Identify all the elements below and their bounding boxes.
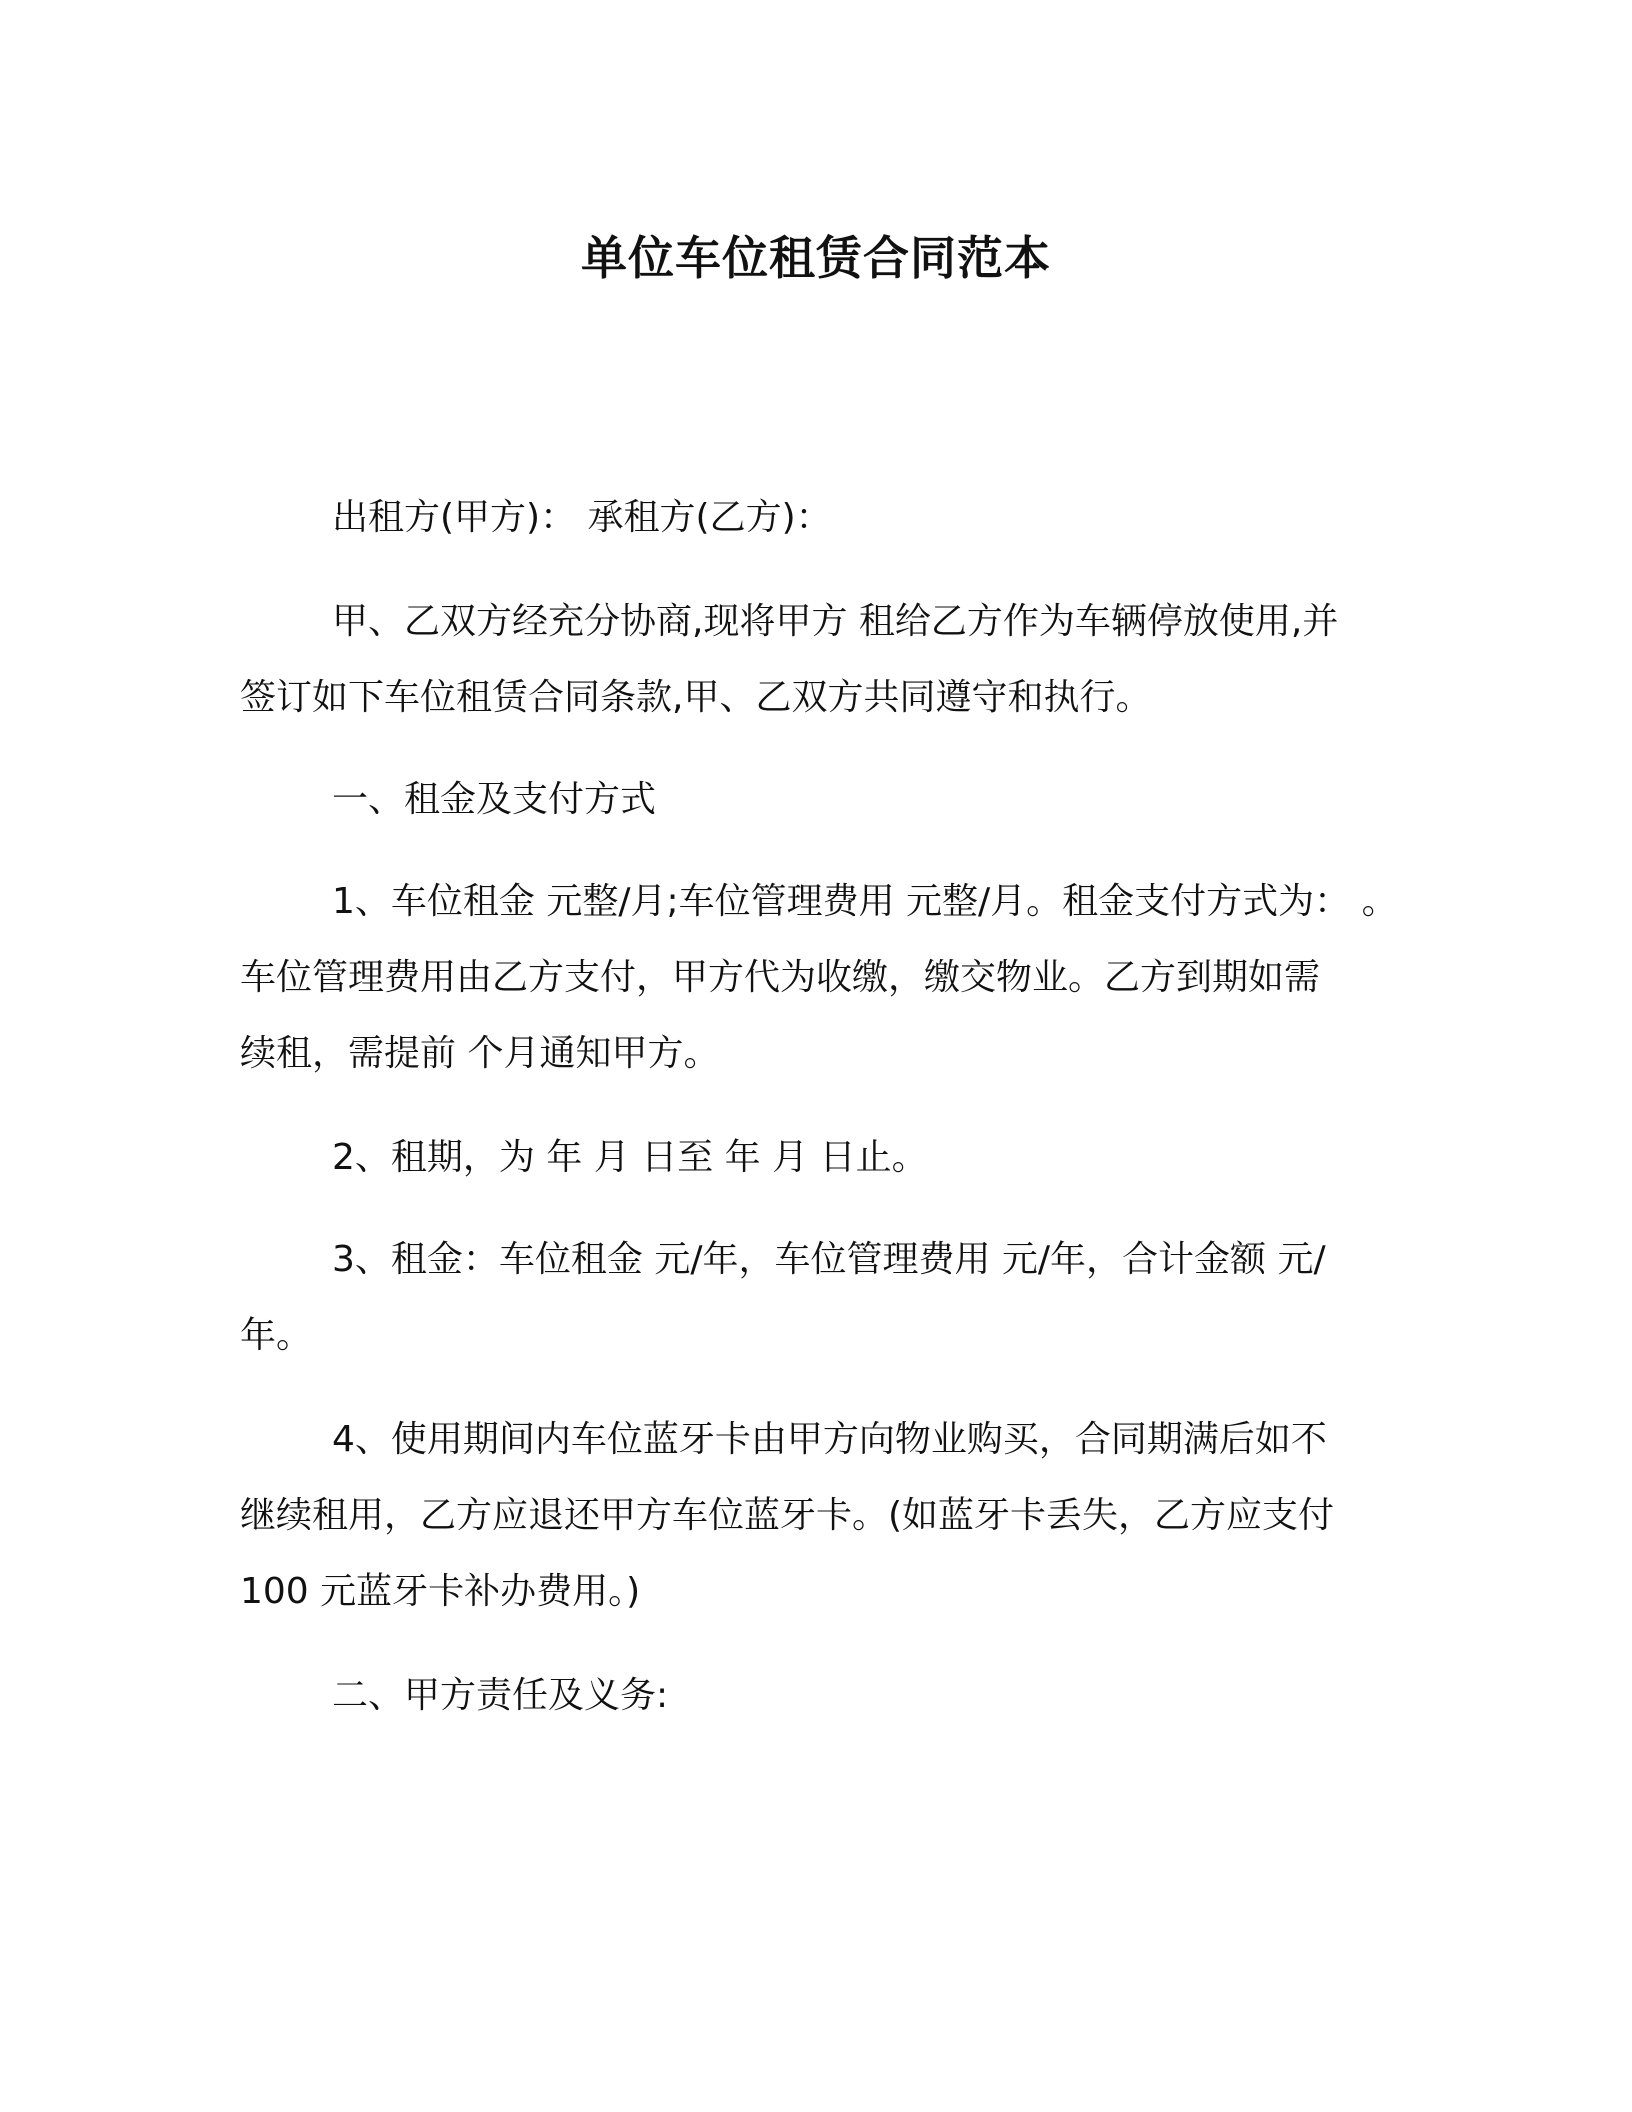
document-title: 单位车位租赁合同范本 <box>581 231 1051 285</box>
intro-line-1: 甲、乙双方经充分协商,现将甲方 租给乙方作为车辆停放使用,并 <box>332 601 1339 642</box>
clause-3-line-2: 年。 <box>240 1315 313 1356</box>
intro-line-2: 签订如下车位租赁合同条款,甲、乙双方共同遵守和执行。 <box>240 677 1152 718</box>
section-2-heading: 二、甲方责任及义务: <box>332 1675 669 1716</box>
clause-4-line-1: 4、使用期间内车位蓝牙卡由甲方向物业购买，合同期满后如不 <box>332 1419 1327 1460</box>
parties-line: 出租方(甲方)： 承租方(乙方)： <box>332 497 832 538</box>
clause-4-line-3: 100 元蓝牙卡补办费用。) <box>240 1571 641 1612</box>
clause-1-line-1: 1、车位租金 元整/月;车位管理费用 元整/月。租金支付方式为： 。 <box>332 881 1398 922</box>
clause-1-line-2: 车位管理费用由乙方支付，甲方代为收缴，缴交物业。乙方到期如需 <box>240 957 1321 998</box>
section-1-heading: 一、租金及支付方式 <box>332 779 657 820</box>
clause-1-line-3: 续租，需提前 个月通知甲方。 <box>240 1033 720 1074</box>
clause-3-line-1: 3、租金：车位租金 元/年，车位管理费用 元/年，合计金额 元/ <box>332 1239 1326 1280</box>
clause-2-line: 2、租期，为 年 月 日至 年 月 日止。 <box>332 1137 928 1178</box>
clause-4-line-2: 继续租用，乙方应退还甲方车位蓝牙卡。(如蓝牙卡丢失，乙方应支付 <box>240 1495 1335 1536</box>
